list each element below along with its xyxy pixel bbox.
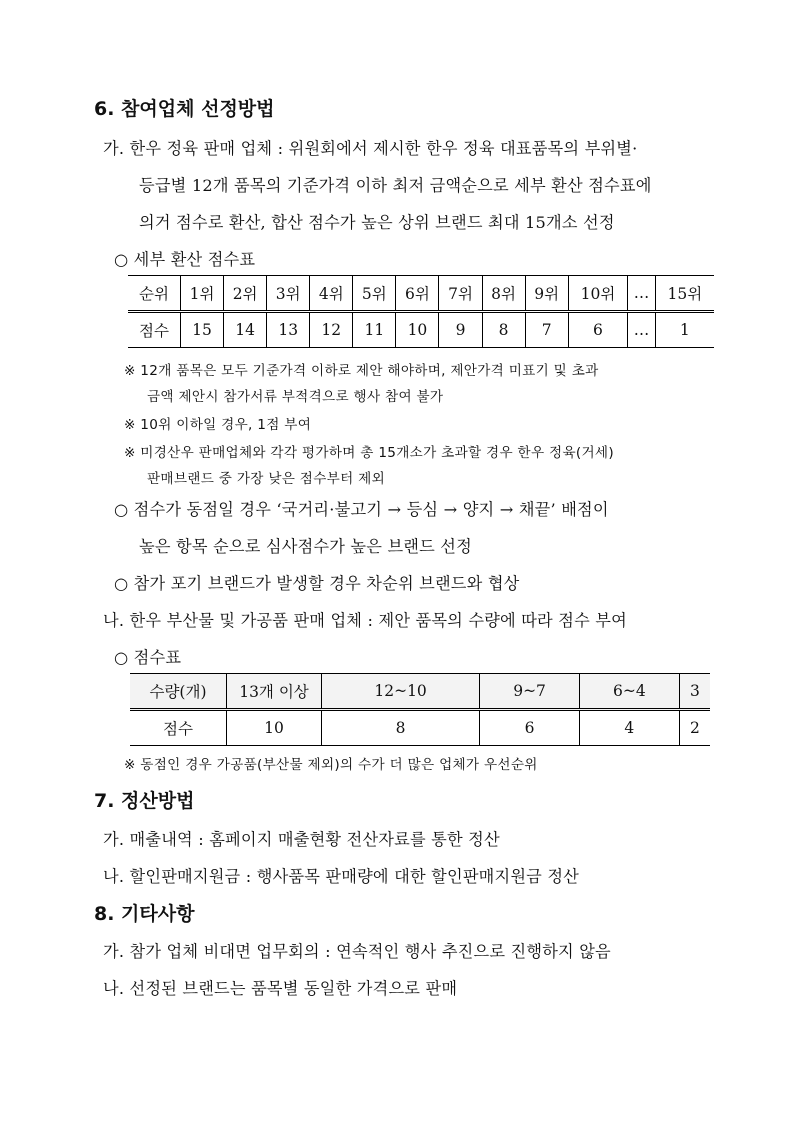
score-cell: 4	[579, 710, 679, 746]
rank-cell: 8위	[482, 276, 525, 312]
sec7-na-line: 나. 할인판매지원금 : 행사품목 판매량에 대한 할인판매지원금 정산	[103, 867, 580, 886]
score-cell: 1	[655, 312, 714, 348]
rank-label: 순위	[128, 276, 181, 312]
rank-cell: 6위	[396, 276, 439, 312]
score-cell: …	[628, 312, 656, 348]
rank-score-table	[128, 275, 714, 348]
sec6-na-line: 나. 한우 부산물 및 가공품 판매 업체 : 제안 품목의 수량에 따라 점수 부여	[103, 611, 627, 630]
quantity-cell: 13개 이상	[227, 674, 322, 710]
note-3-line2: 판매브랜드 중 가장 낮은 점수부터 제외	[147, 471, 386, 487]
sec8-ga-line: 가. 참가 업체 비대면 업무회의 : 연속적인 행사 추진으로 진행하지 않음	[103, 942, 611, 961]
score-cell: 6	[480, 710, 580, 746]
tie-rule-line2: 높은 항목 순으로 심사점수가 높은 브랜드 선정	[139, 537, 472, 556]
quantity-cell: 12~10	[322, 674, 480, 710]
quantity-label: 수량(개)	[130, 674, 227, 710]
note-4: ※ 동점인 경우 가공품(부산물 제외)의 수가 더 많은 업체가 우선순위	[124, 757, 538, 773]
sec6-ga-line2: 등급별 12개 품목의 기준가격 이하 최저 금액순으로 세부 환산 점수표에	[139, 176, 652, 195]
score-row	[128, 312, 714, 348]
score-label: 점수	[163, 720, 193, 738]
score-cell: 13	[267, 312, 310, 348]
score-label: 점수	[139, 322, 169, 340]
note-3-line1: ※ 미경산우 판매업체와 각각 평가하며 총 15개소가 초과할 경우 한우 정육(거세)	[124, 445, 614, 461]
sec6-ga-line3: 의거 점수로 환산, 합산 점수가 높은 상위 브랜드 최대 15개소 선정	[139, 213, 615, 232]
score-cell: 7	[525, 312, 568, 348]
quantity-cell: 9~7	[480, 674, 580, 710]
section-8-title: 8. 기타사항	[94, 903, 195, 925]
score-cell: 8	[322, 710, 480, 746]
section-7-title: 7. 정산방법	[94, 790, 195, 812]
note-1-line1: ※ 12개 품목은 모두 기준가격 이하로 제안 해야하며, 제안가격 미표기 및 초과	[124, 363, 599, 379]
score-cell: 8	[482, 312, 525, 348]
section-6-title: 6. 참여업체 선정방법	[94, 98, 275, 120]
rank-cell: 2위	[224, 276, 267, 312]
rank-cell: 5위	[353, 276, 396, 312]
rank-cell: 10위	[568, 276, 628, 312]
score-cell: 14	[224, 312, 267, 348]
rank-cell: …	[628, 276, 656, 312]
score-cell: 6	[568, 312, 628, 348]
rank-cell: 7위	[439, 276, 482, 312]
rank-cell: 1위	[181, 276, 224, 312]
sec8-na-line: 나. 선정된 브랜드는 품목별 동일한 가격으로 판매	[103, 979, 458, 998]
sec6-ga-line1: 가. 한우 정육 판매 업체 : 위원회에서 제시한 한우 정육 대표품목의 부위별·	[103, 139, 638, 158]
quantity-cell: 6~4	[579, 674, 679, 710]
tie-rule-line1: ○ 점수가 동점일 경우 ‘국거리·불고기 → 등심 → 양지 → 채끝’ 배점이	[114, 500, 609, 519]
rank-cell: 3위	[267, 276, 310, 312]
score-table-heading: ○ 세부 환산 점수표	[114, 250, 256, 269]
sec7-ga-line: 가. 매출내역 : 홈페이지 매출현황 전산자료를 통한 정산	[103, 830, 500, 849]
score-row	[130, 710, 710, 746]
rank-cell: 9위	[525, 276, 568, 312]
note-2: ※ 10위 이하일 경우, 1점 부여	[124, 417, 312, 433]
score-cell: 12	[310, 312, 353, 348]
quantity-cell: 3	[679, 674, 710, 710]
score-cell: 2	[679, 710, 710, 746]
withdraw-rule: ○ 참가 포기 브랜드가 발생할 경우 차순위 브랜드와 협상	[114, 574, 520, 593]
score-cell: 10	[396, 312, 439, 348]
rank-cell: 4위	[310, 276, 353, 312]
score-table2-heading: ○ 점수표	[114, 648, 182, 667]
rank-row	[128, 276, 714, 312]
score-cell: 11	[353, 312, 396, 348]
note-1-line2: 금액 제안시 참가서류 부적격으로 행사 참여 불가	[147, 389, 444, 405]
score-cell: 9	[439, 312, 482, 348]
quantity-score-table	[130, 673, 710, 746]
score-cell: 10	[227, 710, 322, 746]
rank-cell: 15위	[655, 276, 714, 312]
score-cell: 15	[181, 312, 224, 348]
quantity-row	[130, 674, 710, 710]
